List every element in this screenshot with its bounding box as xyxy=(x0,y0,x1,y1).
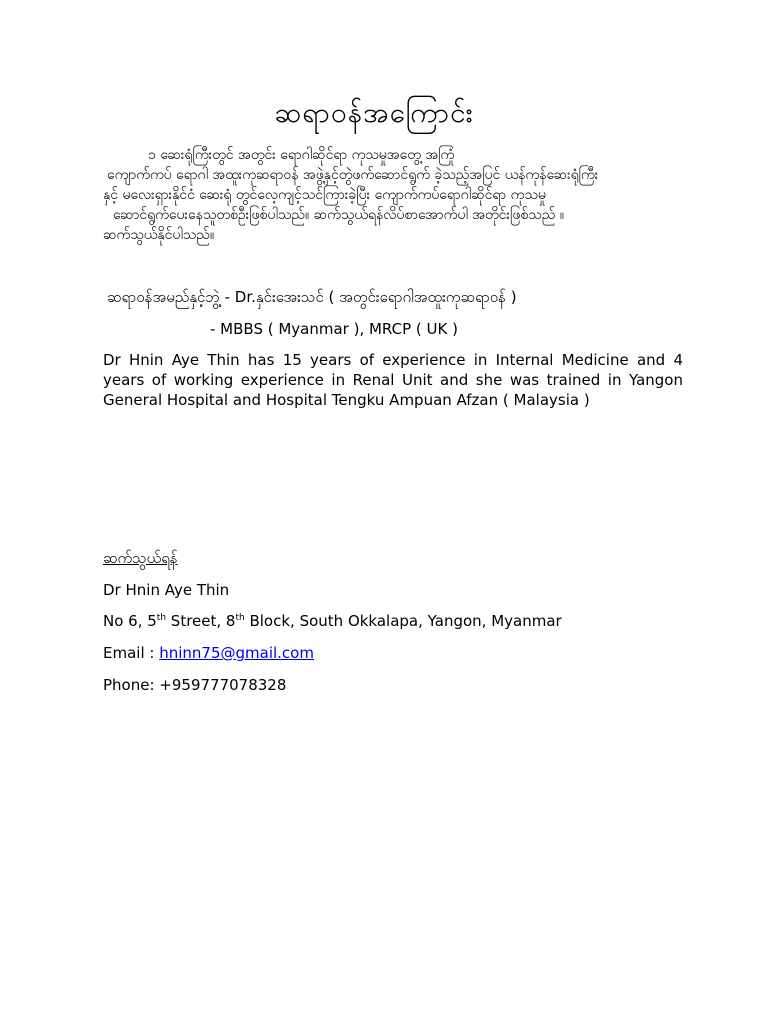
intro-paragraph xyxy=(103,145,768,245)
contact-name: Dr Hnin Aye Thin xyxy=(103,581,230,599)
email-label: Email : xyxy=(103,644,160,662)
page-title: ဆရာဝန်အကြောင်း xyxy=(274,96,474,129)
address-superscript: th xyxy=(156,613,167,623)
contact-phone: Phone: +959777078328 xyxy=(103,676,287,694)
doctor-name-line: ဆရာဝန်အမည်နှင့်ဘွဲ့ - Dr.နှင်းအေးသင် ( အတွင်းရောဂါအထူးကုဆရာဝန် ) xyxy=(107,288,517,306)
address-part: Street, 8 xyxy=(166,612,236,630)
intro-line: ဆက်သွယ်နိုင်ပါသည်။ xyxy=(103,227,215,243)
intro-line: ဆောင်ရွက်ပေးနေသူတစ်ဦးဖြစ်ပါသည်။ ဆက်သွယ်ရန်လိပ်စာအောက်ပါ အတိုင်းဖြစ်သည် ။ xyxy=(113,207,564,223)
email-link[interactable]: hninn75@gmail.com xyxy=(159,644,314,662)
intro-line: ၁ ဆေးရုံကြီးတွင် အတွင်း ရောဂါဆိုင်ရာ ကုသမှုအတွေ့ အကြုံ xyxy=(148,147,455,163)
doctor-bio: Dr Hnin Aye Thin has 15 years of experience in Internal Medicine and 4 years of working experience in Renal Unit and she was trained in Yangon General Hospital and Hospital Tengku Ampuan Afzan ( Malaysia ) xyxy=(103,351,683,409)
contact-address xyxy=(103,611,683,631)
address-superscript: th xyxy=(235,613,245,623)
contact-email xyxy=(103,643,683,663)
intro-line: နှင့် မလေးရှားနိုင်ငံ ဆေးရုံ တွင်လေ့ကျင့်သင်ကြားခဲ့ပြီး ကျောက်ကပ်ရောဂါဆိုင်ရာ ကုသမှု xyxy=(103,187,546,203)
intro-line: ကျောက်ကပ် ရောဂါ အထူးကုဆရာဝန် အဖွဲ့နှင့်တွဲဖက်ဆောင်ရွက် ခဲ့သည့်အပြင် ယန်ကုန်ဆေးရုံကြီး xyxy=(107,167,599,183)
address-part: No 6, 5 xyxy=(103,612,157,630)
degree-line: - MBBS ( Myanmar ), MRCP ( UK ) xyxy=(210,320,458,338)
contact-heading: ဆက်သွယ်ရန် xyxy=(103,549,178,567)
address-part: Block, South Okkalapa, Yangon, Myanmar xyxy=(244,612,562,630)
